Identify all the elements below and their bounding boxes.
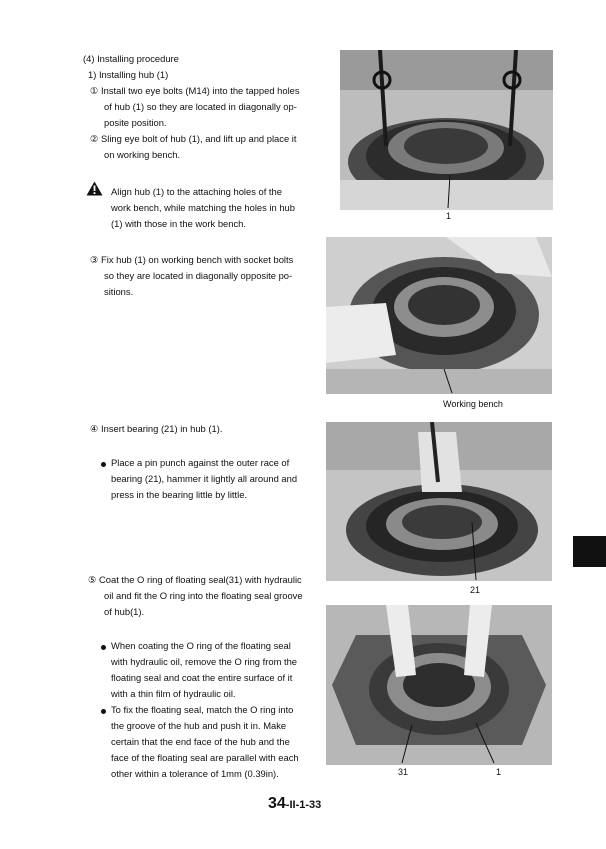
step-5-bullet1-line: with hydraulic oil, remove the O ring from the — [111, 656, 298, 667]
photo4-callout-31: 31 — [398, 767, 409, 777]
step-4-bullet-line: Place a pin punch against the outer race of — [111, 457, 290, 468]
step-5-bullet2-line: the groove of the hub and push it in. Make — [111, 720, 287, 731]
step-5-bullet1-line: with a thin film of hydraulic oil. — [111, 688, 236, 699]
step-5-bullet2-line: other within a tolerance of 1mm (0.39in). — [111, 768, 279, 779]
warning-line: work bench, while matching the holes in hub — [111, 202, 295, 213]
step-5-bullet2-line: To fix the floating seal, match the O ring into — [111, 704, 294, 715]
warning-line: (1) with those in the work bench. — [111, 218, 246, 229]
step-3-line: ③ Fix hub (1) on working bench with socket bolts — [90, 254, 294, 265]
page-number-minor: -II-1-33 — [285, 799, 322, 811]
photo-bearing-insert — [326, 422, 552, 581]
page-number-major: 34 — [268, 795, 286, 812]
step-1-line: ① Install two eye bolts (M14) into the tapped holes — [90, 85, 300, 96]
bullet-icon — [101, 645, 106, 650]
page-number — [268, 796, 321, 813]
step-1-line: of hub (1) so they are located in diagonally op- — [104, 101, 297, 112]
photo-floating-seal — [326, 605, 552, 765]
photo-hub-lifting — [340, 50, 553, 210]
step-5-line: ⑤ Coat the O ring of floating seal(31) with hydraulic — [88, 574, 302, 585]
photo2-callout: Working bench — [443, 399, 503, 409]
step-4-line: ④ Insert bearing (21) in hub (1). — [90, 423, 223, 434]
step-3-line: so they are located in diagonally opposite po- — [104, 270, 293, 281]
photo3-callout: 21 — [470, 585, 481, 595]
warning-line: Align hub (1) to the attaching holes of the — [111, 186, 282, 197]
bullet-icon — [101, 462, 106, 467]
step-5-bullet2-line: certain that the end face of the hub and the — [111, 736, 290, 747]
bullet-icon — [101, 709, 106, 714]
step-4-bullet-line: press in the bearing little by little. — [111, 489, 248, 500]
photo1-callout: 1 — [446, 211, 452, 221]
step-2-line: ② Sling eye bolt of hub (1), and lift up and place it — [90, 133, 297, 144]
section-subheading: 1) Installing hub (1) — [88, 69, 169, 80]
step-5-bullet1-line: floating seal and coat the entire surface of it — [111, 672, 293, 683]
step-5-line: oil and fit the O ring into the floating seal groove — [104, 590, 303, 601]
photo4-callout-1: 1 — [496, 767, 502, 777]
section-heading: (4) Installing procedure — [83, 53, 179, 64]
step-1-line: posite position. — [104, 117, 167, 128]
section-tab-marker — [573, 536, 606, 567]
warning-triangle-icon — [86, 181, 103, 196]
step-5-bullet1-line: When coating the O ring of the floating seal — [111, 640, 291, 651]
step-5-bullet2-line: face of the floating seal are parallel with each — [111, 752, 299, 763]
step-5-line: of hub(1). — [104, 606, 145, 617]
step-2-line: on working bench. — [104, 149, 181, 160]
step-3-line: sitions. — [104, 286, 134, 297]
step-4-bullet-line: bearing (21), hammer it lightly all around and — [111, 473, 298, 484]
photo-hub-bench — [326, 237, 552, 394]
